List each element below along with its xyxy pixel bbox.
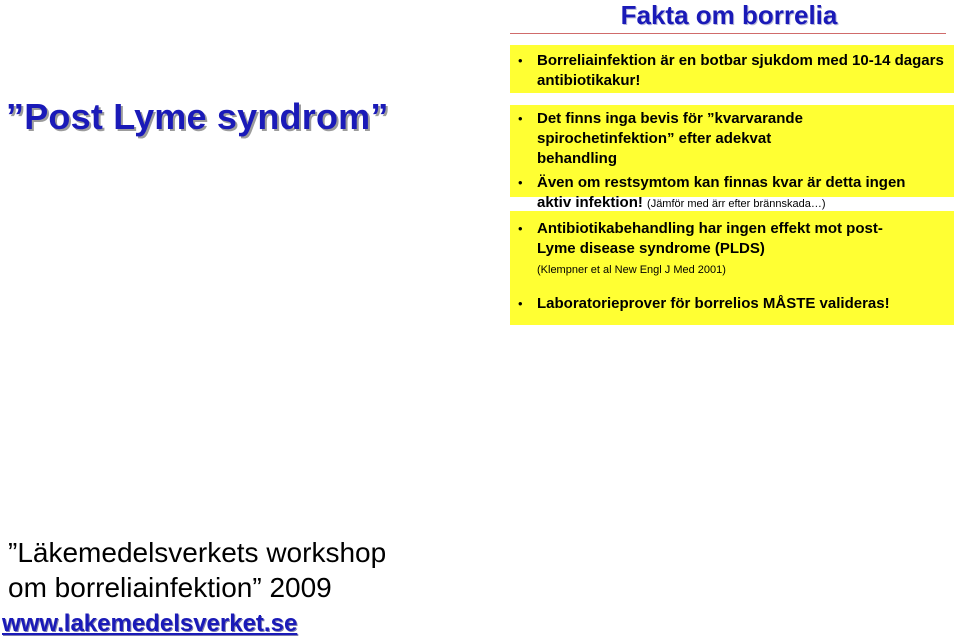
main-heading: ”Post Lyme syndrom” [6, 96, 389, 137]
bullet-icon: • [518, 53, 523, 68]
footer-line-2: om borreliainfektion” 2009 [8, 572, 332, 603]
reference-note: (Jämför med ärr efter brännskada…) [647, 198, 826, 210]
bullet-icon: • [518, 111, 523, 126]
list-item: • Borreliainfektion är en botbar sjukdom med 10-14 dagars antibiotikakur! [518, 52, 944, 89]
website-link[interactable]: www.lakemedelsverket.se [2, 610, 298, 637]
reference-note: (Klempner et al New Engl J Med 2001) [537, 264, 726, 276]
footer-line-1: ”Läkemedelsverkets workshop [8, 537, 387, 568]
bullet-icon: • [518, 221, 523, 236]
bullet-icon: • [518, 175, 523, 190]
title-divider [510, 33, 946, 34]
list-item: • Det finns inga bevis för ”kvarvarande spirochetinfektion” efter adekvat behandling [518, 110, 803, 167]
slide-header [500, 0, 958, 34]
fact-panel-2 [510, 105, 954, 211]
list-item: • Antibiotikabehandling har ingen effekt mot post-Lyme disease syndrome (PLDS) (Klempner et al New Engl J Med 2001) [518, 220, 883, 276]
fact-panel-3 [510, 211, 954, 325]
list-item: • Laboratorieprover för borrelios MÅSTE valideras! [518, 295, 890, 312]
list-item: • Även om restsymtom kan finnas kvar är detta ingen aktiv infektion! (Jämför med ärr efter brännskada…) [518, 174, 906, 211]
bullet-icon: • [518, 296, 523, 311]
fact-panel-1 [510, 45, 954, 93]
slide-title: Fakta om borrelia [620, 0, 838, 30]
